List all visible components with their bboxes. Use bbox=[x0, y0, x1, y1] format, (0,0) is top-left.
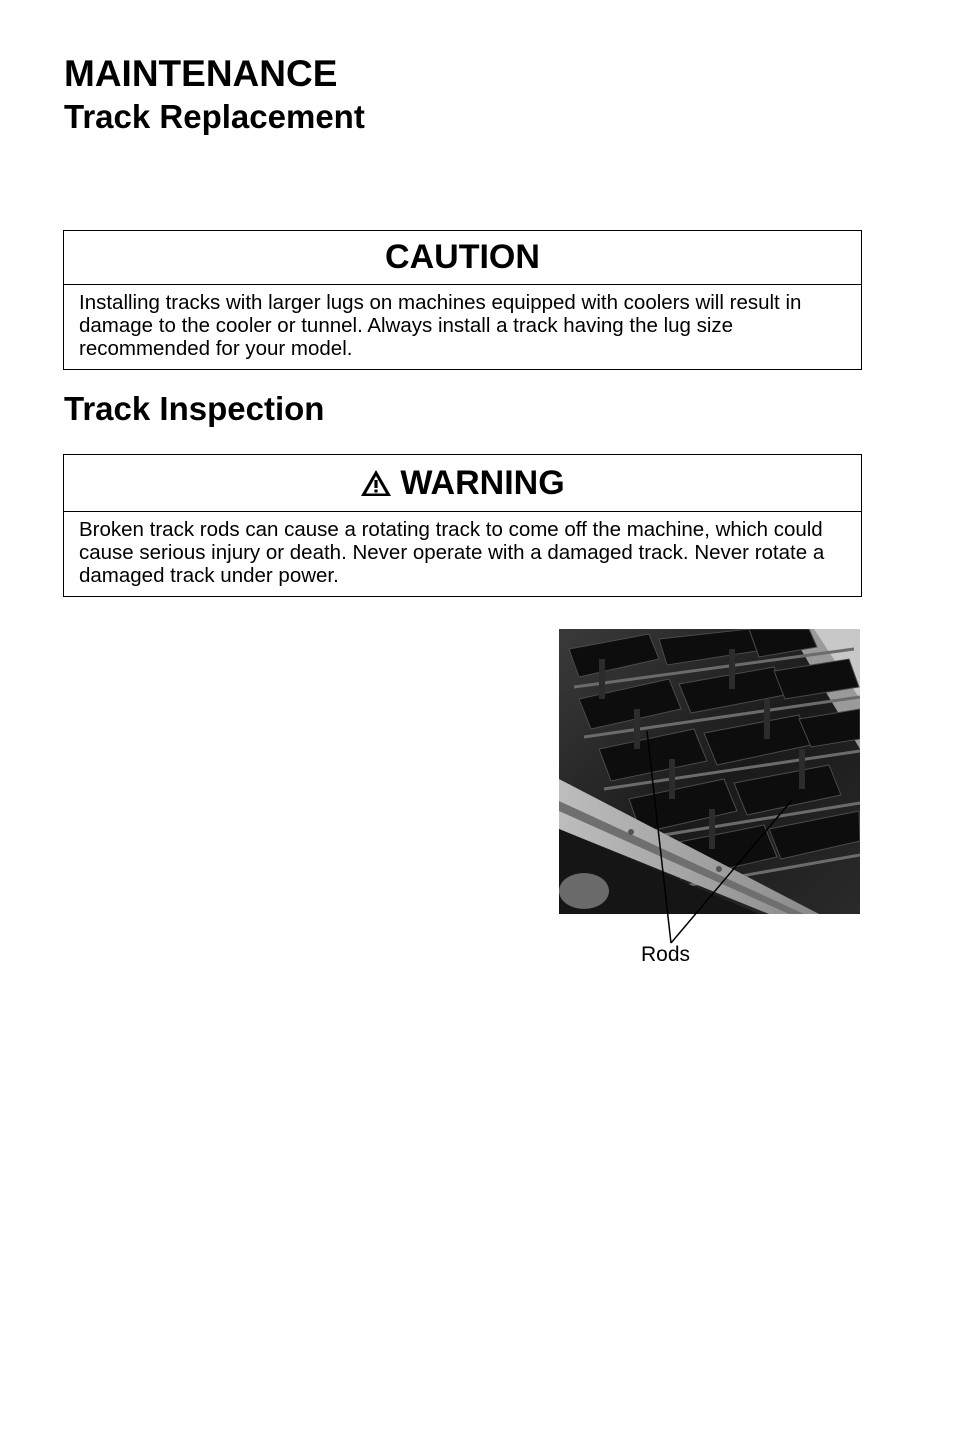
warning-heading-text: WARNING bbox=[400, 463, 565, 502]
page-subtitle: Track Replacement bbox=[64, 98, 365, 135]
warning-text: Broken track rods can cause a rotating track to come off the machine, which could cause serious injury or death. Never operate with a damaged track. Never rotate a damaged track under power. bbox=[79, 518, 825, 587]
caution-box bbox=[63, 230, 862, 370]
warning-triangle-icon bbox=[360, 469, 392, 497]
caution-text: Installing tracks with larger lugs on machines equipped with coolers will result in damage to the cooler or tunnel. Always install a track having the lug size recommended for your model. bbox=[79, 291, 802, 360]
section-heading-track-inspection: Track Inspection bbox=[64, 390, 325, 427]
rods-callout-label: Rods bbox=[641, 943, 691, 966]
caution-heading bbox=[64, 231, 861, 285]
warning-heading bbox=[64, 455, 861, 512]
warning-box bbox=[63, 454, 862, 597]
page-title: MAINTENANCE bbox=[64, 53, 338, 94]
caution-heading-text: CAUTION bbox=[385, 238, 540, 276]
track-rods-photo bbox=[559, 629, 860, 914]
